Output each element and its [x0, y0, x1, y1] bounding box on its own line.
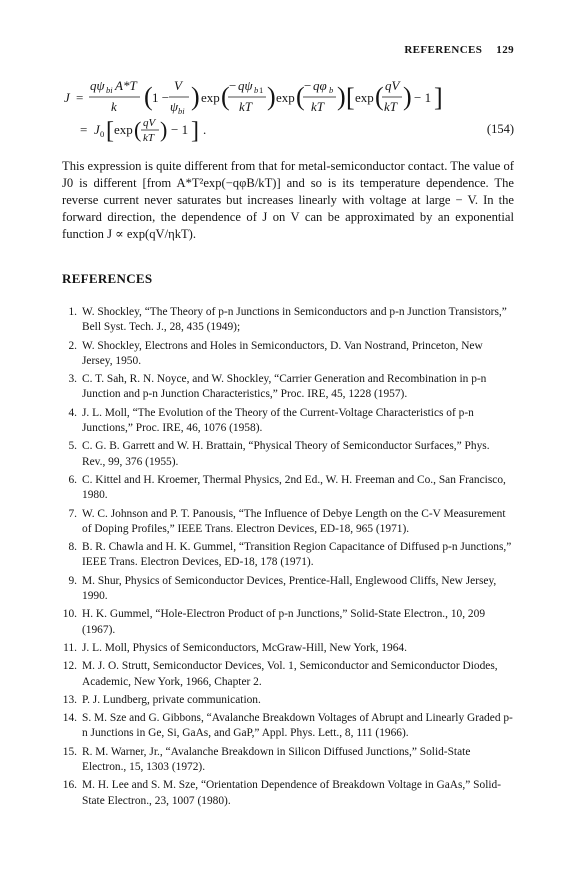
svg-text:]: ] — [434, 83, 443, 112]
reference-item — [62, 540, 514, 571]
svg-text:(: ( — [375, 82, 384, 111]
reference-number: 9. — [68, 574, 77, 587]
reference-item — [62, 507, 514, 538]
reference-number: 14. — [62, 712, 77, 725]
reference-text: M. H. Lee and S. M. Sze, “Orientation Dependence of Breakdown Voltage in GaAs,” Solid-State Electron., 23, 1007 (1980). — [82, 779, 502, 807]
svg-text:kT: kT — [384, 99, 397, 114]
reference-number: 15. — [62, 745, 77, 758]
reference-item — [62, 659, 514, 690]
reference-number: 12. — [62, 660, 77, 673]
svg-text:exp: exp — [355, 90, 374, 105]
svg-text:[: [ — [106, 118, 114, 144]
reference-text: M. Shur, Physics of Semiconductor Devices, Prentice-Hall, Englewood Cliffs, New Jersey, 1990. — [82, 574, 497, 603]
svg-text:): ) — [191, 82, 200, 111]
svg-text:−: − — [229, 78, 237, 93]
reference-item — [62, 574, 514, 605]
svg-text:(: ( — [296, 82, 305, 111]
reference-item — [62, 339, 514, 370]
reference-text: W. Shockley, “The Theory of p-n Junctions in Semiconductors and p-n Junction Transistors,” Bell Syst. Tech. J., 28, 435 (1949); — [82, 306, 507, 334]
reference-number: 11. — [63, 641, 77, 654]
svg-text:[: [ — [346, 83, 355, 112]
svg-text:(: ( — [144, 82, 153, 111]
svg-text:): ) — [337, 82, 346, 111]
reference-text: J. L. Moll, “The Evolution of the Theory of the Current-Voltage Characteristics of p-n Junctions,” Proc. IRE, 46, 1076 (1958). — [82, 406, 474, 435]
svg-text:]: ] — [191, 118, 199, 144]
svg-text:.: . — [203, 122, 207, 137]
reference-number: 2. — [68, 339, 77, 352]
svg-text:qψ: qψ — [90, 78, 105, 93]
svg-text:(: ( — [221, 82, 230, 111]
svg-text:− 1: − 1 — [414, 90, 432, 105]
svg-text:bi: bi — [106, 85, 113, 95]
reference-number: 1. — [68, 306, 77, 318]
svg-text:=: = — [80, 122, 88, 137]
svg-text:0: 0 — [100, 129, 105, 139]
svg-text:): ) — [403, 82, 412, 111]
reference-text: C. Kittel and H. Kroemer, Thermal Physics, 2nd Ed., W. H. Freeman and Co., San Francisco, 1980. — [82, 473, 506, 502]
reference-item — [62, 745, 514, 776]
reference-number: 8. — [68, 541, 77, 554]
reference-item — [62, 406, 514, 437]
svg-text:kT: kT — [143, 132, 154, 144]
reference-item — [62, 778, 514, 809]
equation-line-1 — [64, 78, 504, 118]
reference-text: W. C. Johnson and P. T. Panousis, “The Influence of Debye Length on the C-V Measurement of Doping Profiles,” IEEE Trans. Electron Devices, ED-18, 965 (1971). — [82, 507, 506, 535]
svg-text:qφ: qφ — [313, 78, 327, 93]
svg-text:qV: qV — [385, 78, 400, 93]
reference-item — [62, 439, 514, 470]
svg-text:): ) — [160, 118, 168, 142]
reference-number: 6. — [68, 473, 77, 486]
svg-text:1: 1 — [259, 85, 264, 95]
reference-text: R. M. Warner, Jr., “Avalanche Breakdown in Silicon Diffused Junctions,” Solid-State Electron., 15, 1303 (1972). — [82, 745, 471, 774]
reference-number: 3. — [68, 373, 77, 386]
svg-text:exp: exp — [201, 90, 220, 105]
reference-item — [62, 305, 514, 336]
svg-text:J: J — [94, 122, 100, 137]
reference-text: P. J. Lundberg, private communication. — [82, 693, 261, 706]
equation-number: (154) — [486, 122, 514, 136]
svg-text:exp: exp — [114, 122, 133, 137]
reference-list — [62, 305, 514, 812]
svg-text:bi: bi — [178, 106, 185, 116]
svg-text:b: b — [254, 85, 259, 95]
svg-text:k: k — [111, 99, 117, 114]
running-header-title: REFERENCES — [404, 44, 483, 56]
svg-text:): ) — [267, 82, 276, 111]
svg-text:−: − — [304, 78, 312, 93]
reference-text: B. R. Chawla and H. K. Gummel, “Transition Region Capacitance of Diffused p-n Junctions,” IEEE Trans. Electron Devices, ED-18, 178 (1971). — [82, 541, 512, 569]
references-heading: REFERENCES — [62, 271, 153, 286]
reference-item — [62, 641, 514, 656]
reference-item — [62, 372, 514, 403]
reference-text: C. G. B. Garrett and W. H. Brattain, “Physical Theory of Semiconductor Surfaces,” Phys. Rev., 99, 376 (1955). — [82, 440, 490, 468]
svg-text:=: = — [76, 90, 84, 105]
reference-number: 5. — [68, 440, 77, 453]
reference-item — [62, 711, 514, 742]
reference-text: H. K. Gummel, “Hole-Electron Product of p-n Junctions,” Solid-State Electron., 10, 209 (1967). — [82, 608, 486, 636]
svg-text:J: J — [64, 90, 70, 105]
svg-text:V: V — [174, 78, 182, 93]
equation-154 — [64, 78, 514, 144]
reference-number: 7. — [68, 507, 77, 520]
svg-text:b: b — [329, 85, 334, 95]
body-paragraph: This expression is quite different from that for metal-semiconductor contact. The value of J0 is different [from A*T²exp(−qφB/kT)] and so is its temperature dependence. The reverse current never saturates but increases linearly with voltage at large − V. In the forward direction, the dependence of J on V can be approximated by an exponential function J ∝ exp(qV/ηkT). — [62, 159, 514, 241]
page-number: 129 — [496, 44, 514, 56]
running-header — [404, 44, 514, 56]
reference-number: 10. — [62, 608, 77, 621]
svg-text:kT: kT — [239, 99, 252, 114]
equation-line-2 — [80, 118, 280, 144]
svg-text:kT: kT — [311, 99, 324, 114]
reference-text: S. M. Sze and G. Gibbons, “Avalanche Breakdown Voltages of Abrupt and Linearly Graded p-n Junctions in Ge, Si, GaAs, and GaP,” Appl. Phys. Lett., 8, 111 (1966). — [82, 712, 513, 740]
svg-text:exp: exp — [276, 90, 295, 105]
svg-text:1 −: 1 − — [152, 90, 170, 105]
reference-text: C. T. Sah, R. N. Noyce, and W. Shockley, “Carrier Generation and Recombination in p-n Junction and p-n Junction Characteristics,” Proc. IRE, 45, 1228 (1957). — [82, 373, 487, 401]
svg-text:qV: qV — [143, 118, 156, 129]
reference-text: J. L. Moll, Physics of Semiconductors, McGraw-Hill, New York, 1964. — [82, 641, 407, 654]
reference-text: M. J. O. Strutt, Semiconductor Devices, Vol. 1, Semiconductor and Semiconductor Diodes, Academic, New York, 1966, Chapter 2. — [82, 660, 498, 688]
reference-number: 4. — [68, 406, 77, 419]
svg-text:(: ( — [134, 118, 142, 142]
reference-number: 16. — [62, 779, 77, 792]
reference-text: W. Shockley, Electrons and Holes in Semiconductors, D. Van Nostrand, Princeton, New Jersey, 1950. — [82, 339, 483, 367]
reference-number: 13. — [62, 693, 77, 706]
reference-item — [62, 473, 514, 504]
reference-item — [62, 607, 514, 638]
reference-item — [62, 693, 514, 708]
svg-text:− 1: − 1 — [171, 122, 189, 137]
svg-text:ψ: ψ — [170, 99, 179, 114]
svg-text:A*T: A*T — [115, 78, 137, 93]
svg-text:qψ: qψ — [238, 78, 253, 93]
